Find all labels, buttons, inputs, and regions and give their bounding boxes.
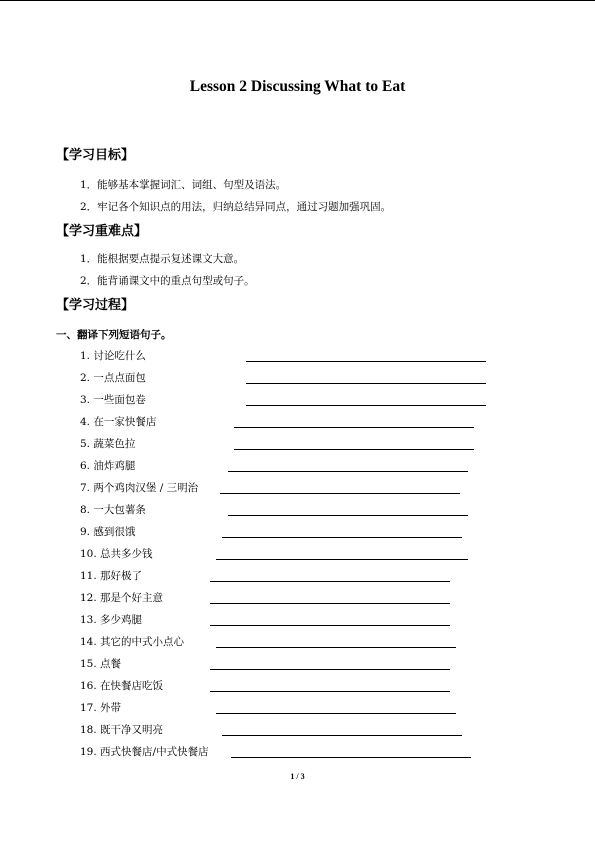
exercise-prompt: 12. 那是个好主意 bbox=[80, 592, 164, 604]
exercise-prompt: 7. 两个鸡肉汉堡 / 三明治 bbox=[80, 482, 199, 494]
answer-blank[interactable] bbox=[216, 713, 456, 714]
answer-blank[interactable] bbox=[231, 757, 471, 758]
exercise-row bbox=[80, 656, 500, 672]
answer-blank[interactable] bbox=[228, 471, 468, 472]
answer-blank[interactable] bbox=[234, 449, 474, 450]
exercise-prompt: 16. 在快餐店吃饭 bbox=[80, 680, 164, 692]
answer-blank[interactable] bbox=[220, 493, 460, 494]
exercise-prompt: 19. 西式快餐店/中式快餐店 bbox=[80, 746, 209, 758]
key-points-heading: 【学习重难点】 bbox=[56, 224, 148, 239]
exercise-prompt: 2. 一点点面包 bbox=[80, 372, 146, 384]
objective-item: 2．牢记各个知识点的用法，归纳总结异同点，通过习题加强巩固。 bbox=[80, 201, 392, 213]
exercise-prompt: 17. 外带 bbox=[80, 702, 122, 714]
exercise-row bbox=[80, 700, 500, 716]
exercise-prompt: 1. 讨论吃什么 bbox=[80, 350, 146, 362]
exercise-prompt: 10. 总共多少钱 bbox=[80, 548, 153, 560]
answer-blank[interactable] bbox=[246, 383, 486, 384]
process-heading: 【学习过程】 bbox=[56, 298, 135, 313]
answer-blank[interactable] bbox=[210, 691, 450, 692]
answer-blank[interactable] bbox=[210, 603, 450, 604]
exercise-row bbox=[80, 370, 500, 386]
objective-item: 1．能够基本掌握词汇、词组、句型及语法。 bbox=[80, 179, 287, 191]
exercise-row bbox=[80, 546, 500, 562]
exercise-row bbox=[80, 392, 500, 408]
exercise-prompt: 18. 既干净又明亮 bbox=[80, 724, 164, 736]
top-rule bbox=[0, 0, 595, 1]
exercise-prompt: 8. 一大包薯条 bbox=[80, 504, 146, 516]
answer-blank[interactable] bbox=[216, 647, 456, 648]
answer-blank[interactable] bbox=[222, 735, 462, 736]
exercise-prompt: 3. 一些面包卷 bbox=[80, 394, 146, 406]
objectives-heading: 【学习目标】 bbox=[56, 148, 135, 163]
exercise-row bbox=[80, 458, 500, 474]
answer-blank[interactable] bbox=[234, 427, 474, 428]
exercise-row bbox=[80, 568, 500, 584]
document-title: Lesson 2 Discussing What to Eat bbox=[189, 78, 406, 95]
exercise-prompt: 11. 那好极了 bbox=[80, 570, 143, 582]
exercise-row bbox=[80, 480, 500, 496]
exercise-row bbox=[80, 590, 500, 606]
exercise-prompt: 4. 在一家快餐店 bbox=[80, 416, 157, 428]
exercise-prompt: 14. 其它的中式小点心 bbox=[80, 636, 185, 648]
exercise-prompt: 15. 点餐 bbox=[80, 658, 122, 670]
page-number: 1 / 3 bbox=[290, 772, 305, 781]
answer-blank[interactable] bbox=[246, 405, 486, 406]
key-point-item: 1．能根据要点提示复述课文大意。 bbox=[80, 253, 245, 265]
exercise-row bbox=[80, 612, 500, 628]
answer-blank[interactable] bbox=[246, 361, 486, 362]
exercise-row bbox=[80, 524, 500, 540]
answer-blank[interactable] bbox=[228, 515, 468, 516]
exercise-row bbox=[80, 414, 500, 430]
exercise-row bbox=[80, 436, 500, 452]
exercise-row bbox=[80, 634, 500, 650]
answer-blank[interactable] bbox=[210, 581, 450, 582]
exercise-row bbox=[80, 744, 500, 760]
exercise-row bbox=[80, 722, 500, 738]
exercise-row bbox=[80, 348, 500, 364]
exercise-prompt: 9. 感到很饿 bbox=[80, 526, 136, 538]
exercise-row bbox=[80, 678, 500, 694]
exercise-prompt: 5. 蔬菜色拉 bbox=[80, 438, 136, 450]
exercise-instructions: 一、翻译下列短语句子。 bbox=[56, 329, 172, 341]
answer-blank[interactable] bbox=[210, 669, 450, 670]
exercise-row bbox=[80, 502, 500, 518]
answer-blank[interactable] bbox=[222, 537, 462, 538]
exercise-prompt: 6. 油炸鸡腿 bbox=[80, 460, 136, 472]
key-point-item: 2．能背诵课文中的重点句型或句子。 bbox=[80, 275, 255, 287]
answer-blank[interactable] bbox=[216, 559, 468, 560]
answer-blank[interactable] bbox=[210, 625, 450, 626]
exercise-prompt: 13. 多少鸡腿 bbox=[80, 614, 143, 626]
